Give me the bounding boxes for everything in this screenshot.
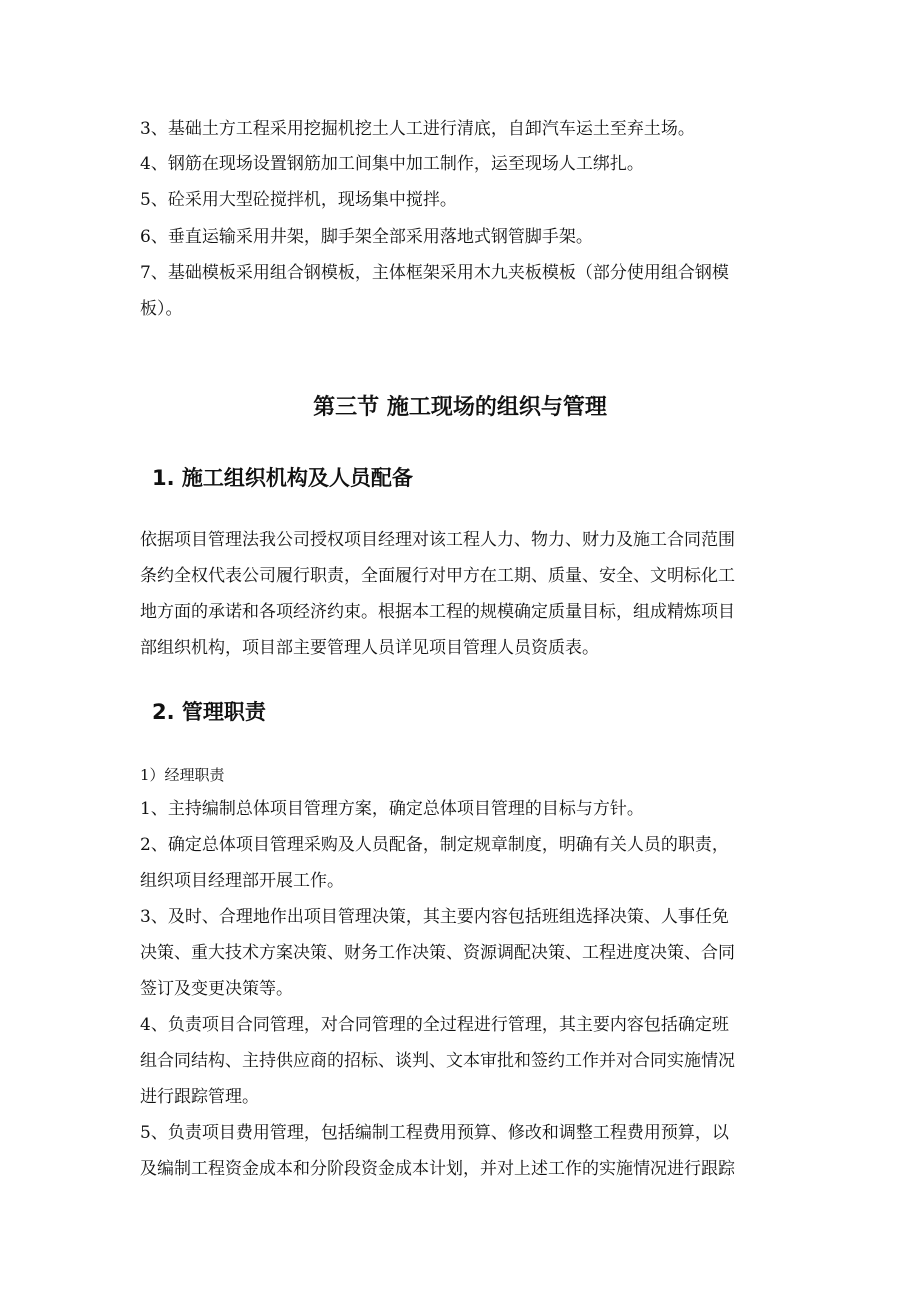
duty-line: 组织项目经理部开展工作。 — [140, 871, 344, 891]
paragraph-line: 地方面的承诺和各项经济约束。根据本工程的规模确定质量目标，组成精炼项目 — [140, 602, 735, 622]
method-item-5: 5、砼采用大型砼搅拌机，现场集中搅拌。 — [140, 190, 457, 210]
method-item-4: 4、钢筋在现场设置钢筋加工间集中加工制作，运至现场人工绑扎。 — [140, 154, 644, 174]
duty-line: 4、负责项目合同管理，对合同管理的全过程进行管理，其主要内容包括确定班 — [140, 1015, 729, 1035]
duty-line: 签订及变更决策等。 — [140, 979, 293, 999]
duty-line: 决策、重大技术方案决策、财务工作决策、资源调配决策、工程进度决策、合同 — [140, 943, 735, 963]
paragraph-line: 部组织机构，项目部主要管理人员详见项目管理人员资质表。 — [140, 638, 599, 658]
paragraph-line: 依据项目管理法我公司授权项目经理对该工程人力、物力、财力及施工合同范围 — [140, 530, 735, 550]
method-item-7: 7、基础模板采用组合钢模板，主体框架采用木九夹板模板（部分使用组合钢模 — [140, 263, 729, 283]
duty-line: 组合同结构、主持供应商的招标、谈判、文本审批和签约工作并对合同实施情况 — [140, 1051, 735, 1071]
subheading-manager-duties: 1）经理职责 — [140, 766, 225, 784]
duty-line: 进行跟踪管理。 — [140, 1087, 259, 1107]
section-title: 第三节 施工现场的组织与管理 — [313, 395, 607, 420]
duty-line: 5、负责项目费用管理，包括编制工程费用预算、修改和调整工程费用预算，以 — [140, 1123, 729, 1143]
method-item-6: 6、垂直运输采用井架，脚手架全部采用落地式钢管脚手架。 — [140, 227, 593, 247]
duty-line: 及编制工程资金成本和分阶段资金成本计划，并对上述工作的实施情况进行跟踪 — [140, 1159, 735, 1179]
duty-line: 1、主持编制总体项目管理方案，确定总体项目管理的目标与方针。 — [140, 799, 644, 819]
duty-line: 2、确定总体项目管理采购及人员配备，制定规章制度，明确有关人员的职责， — [140, 835, 729, 855]
duty-line: 3、及时、合理地作出项目管理决策，其主要内容包括班组选择决策、人事任免 — [140, 907, 729, 927]
heading-organization: 1. 施工组织机构及人员配备 — [152, 466, 413, 490]
method-item-3: 3、基础土方工程采用挖掘机挖土人工进行清底，自卸汽车运土至弃土场。 — [140, 119, 695, 139]
paragraph-line: 条约全权代表公司履行职责，全面履行对甲方在工期、质量、安全、文明标化工 — [140, 566, 735, 586]
heading-duties: 2. 管理职责 — [152, 700, 266, 724]
method-item-7-cont: 板）。 — [140, 299, 183, 319]
